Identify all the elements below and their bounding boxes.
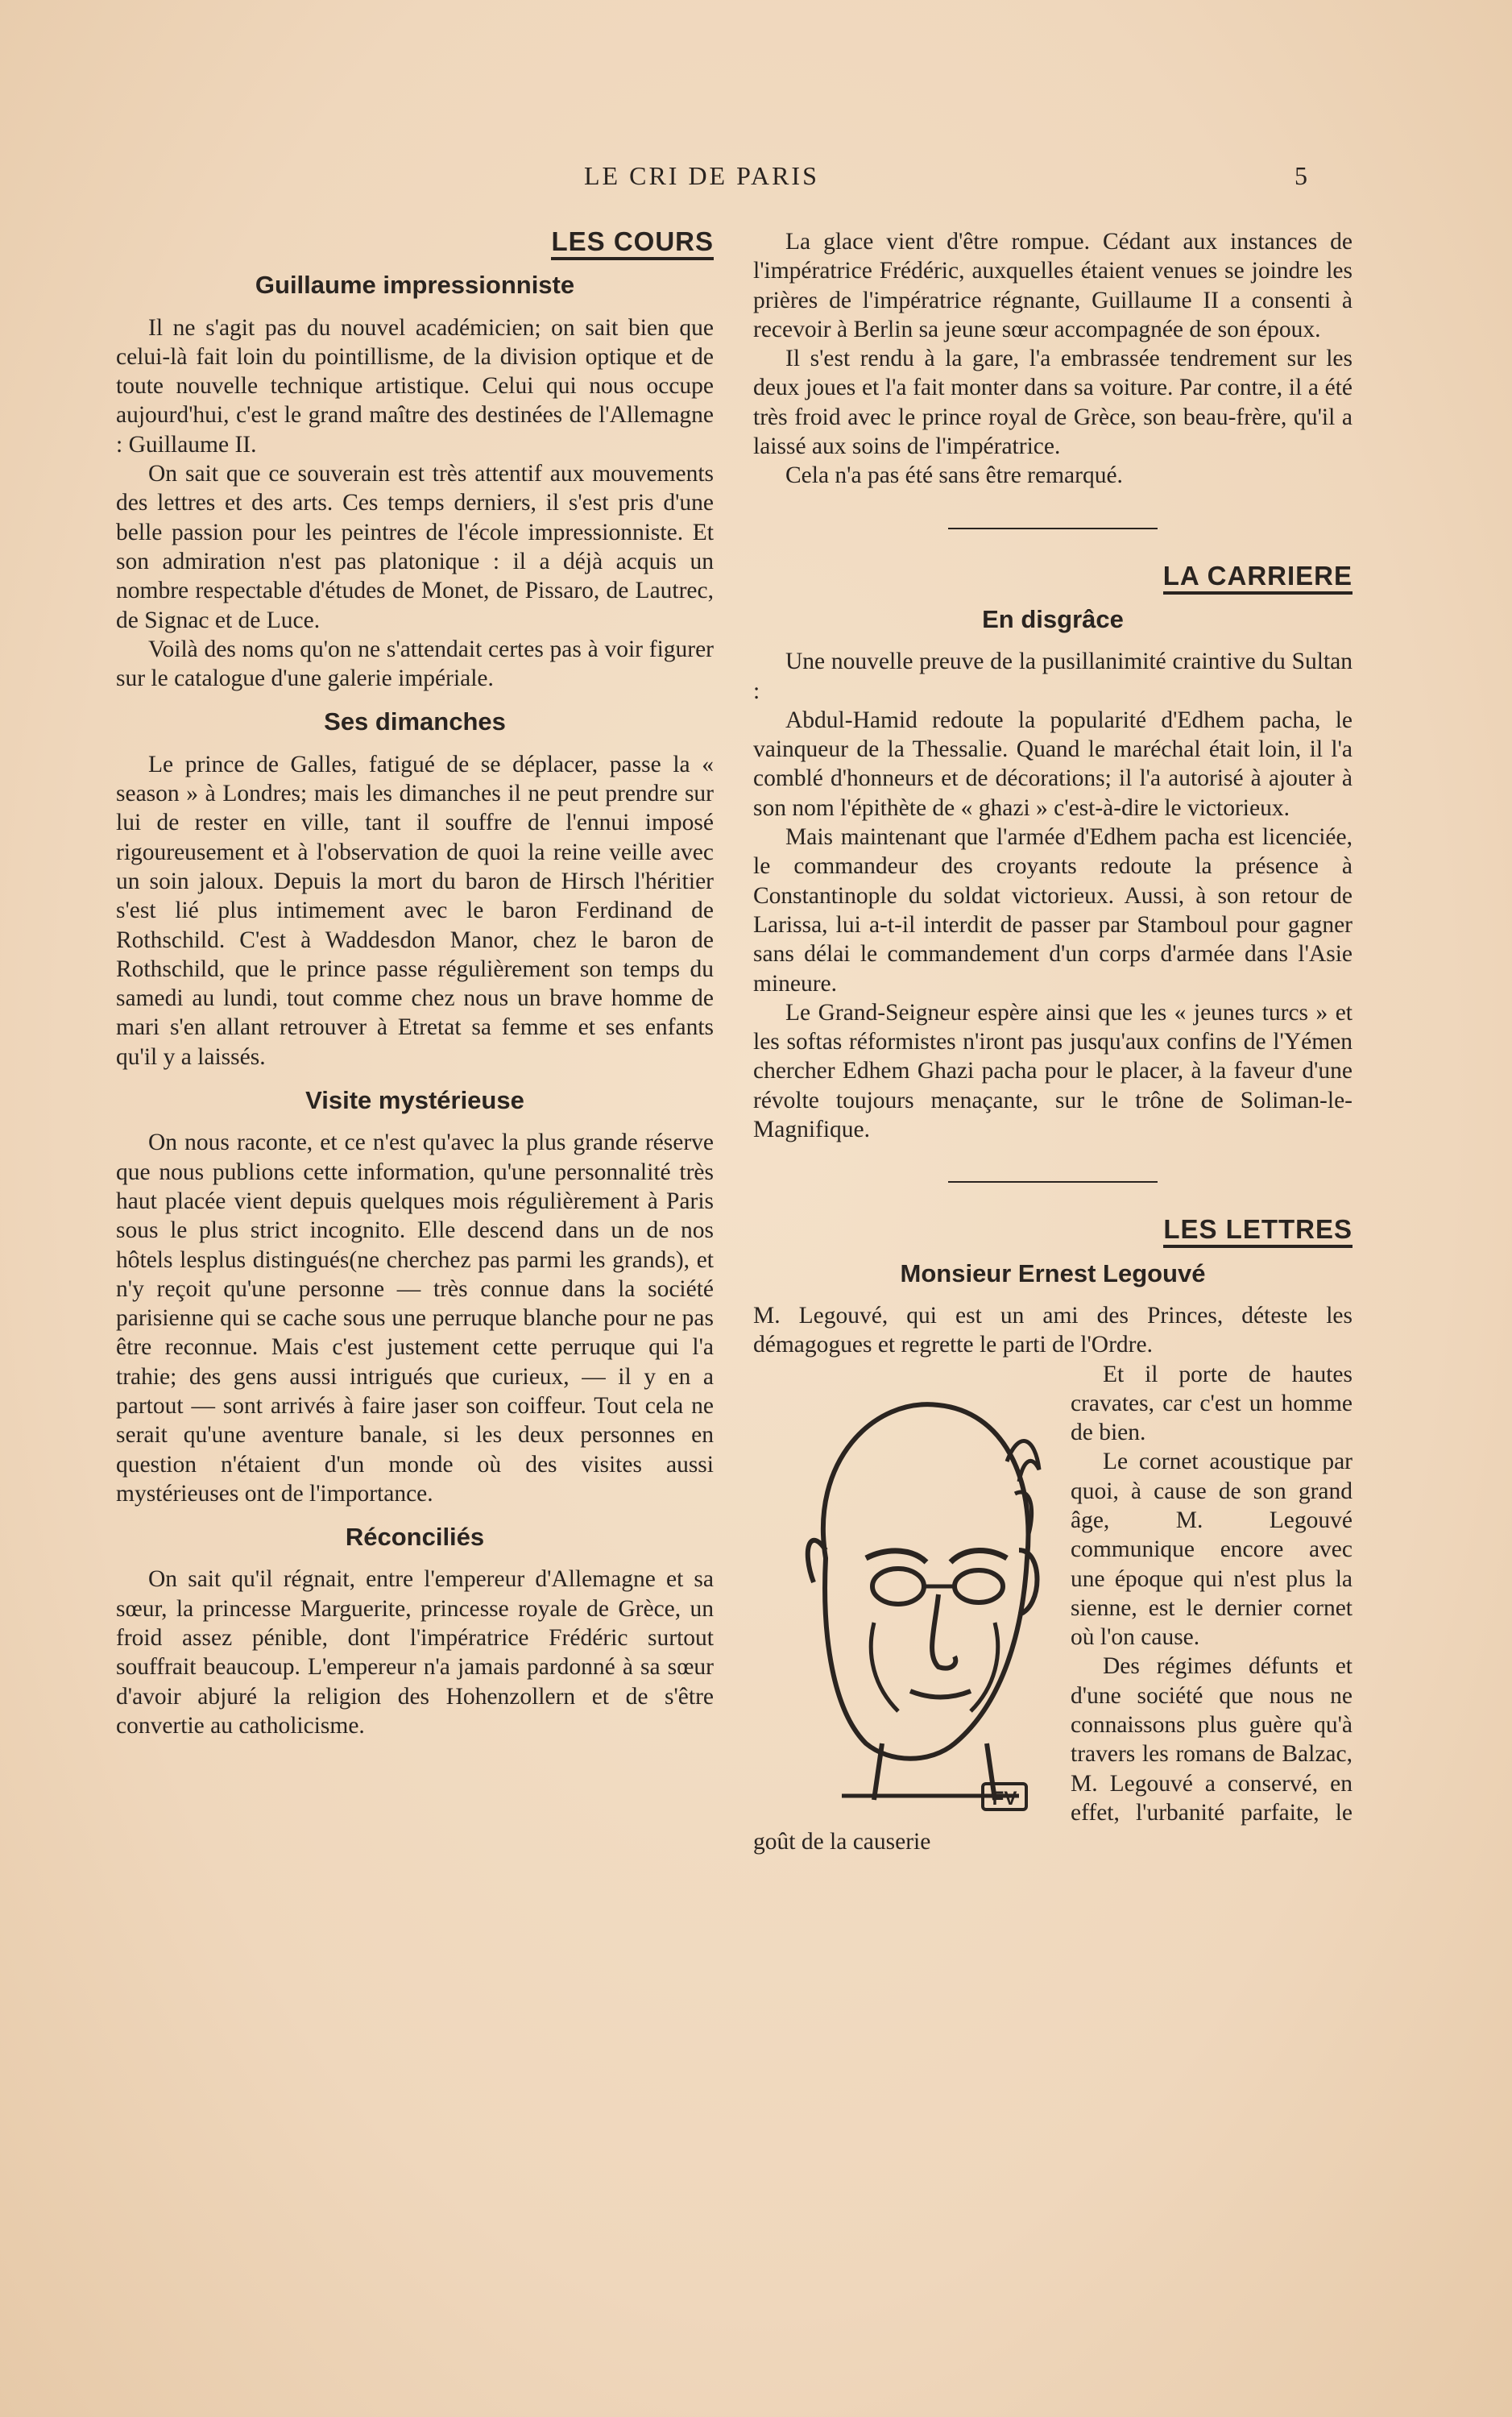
article-title: Ses dimanches <box>324 707 506 736</box>
article-paragraph: Mais maintenant que l'armée d'Edhem pacha est licenciée, le commandeur des croyants redoute la présence à Constantinople du soldat victorieux. Aussi, à son retour de Larissa, lui a-t-il interdit de passer par Stamboul pour gagner sans délai le commandement d'un corps d'armée dans l'Asie mineure. <box>753 824 1353 997</box>
article-paragraph: Abdul-Hamid redoute la popularité d'Edhem pacha, le vainqueur de la Thessalie. Quand le maréchal était loin, il l'a comblé d'honneurs et de décorations; il l'a autorisé à ajouter à son nom l'épithète de « ghazi » c'est-à-dire le victorieux. <box>753 707 1353 821</box>
article-paragraph: On sait que ce souverain est très attentif aux mouvements des lettres et des arts. Ces temps derniers, il s'est pris d'une belle passion pour les peintres de l'école impressionniste. Et son admiration n'est pas platonique : il a déjà acquis un nombre respectable d'études de Monet, de Pissaro, de Lautrec, de Signac et de Luce. <box>116 461 714 633</box>
article-paragraph: Cela n'a pas été sans être remarqué. <box>785 462 1123 489</box>
section-divider <box>948 1181 1158 1183</box>
article-paragraph: Le cornet acoustique par quoi, à cause de son grand âge, M. Legouvé communique encore avec une époque qui n'est plus la sienne, est le dernier cornet où l'on cause. <box>1071 1449 1353 1651</box>
page-header <box>0 161 1512 201</box>
article-paragraph: Voilà des noms qu'on ne s'attendait certes pas à voir figurer sur le catalogue d'une galerie impériale. <box>116 636 714 692</box>
section-heading-les-cours: LES COURS <box>116 227 714 256</box>
article-title: Visite mystérieuse <box>305 1086 524 1115</box>
portrait-illustration <box>777 1365 1051 1816</box>
article-title: En disgrâce <box>982 604 1124 633</box>
article-paragraph: Le Grand-Seigneur espère ainsi que les « jeunes turcs » et les softas réformistes n'iront pas jusqu'aux confins de l'Yémen chercher Edhem Ghazi pacha pour le placer, à la faveur d'une révolte toujours menaçante, sur le trône de Soliman-le-Magnifique. <box>753 999 1353 1143</box>
article-paragraph: Il ne s'agit pas du nouvel académicien; on sait bien que celui-là fait loin du pointillisme, de la division optique et de toute nouvelle technique artistique. Celui qui nous occupe aujourd'hui, c'est le grand maître des destinées de l'Allemagne : Guillaume II. <box>116 314 714 458</box>
article-paragraph: Des régimes défunts et d'une société que nous ne connaissons plus guère qu'à travers les romans de Balzac, M. Legouvé a conservé, en effet, l'urbanité parfaite, le goût de la causerie <box>753 1653 1353 1855</box>
article-paragraph: La glace vient d'être rompue. Cédant aux instances de l'impératrice Frédéric, auxquelles étaient venues se joindre les prières de l'impératrice régnante, Guillaume II a consenti à recevoir à Berlin sa jeune sœur accompagnée de son époux. <box>753 229 1353 342</box>
article-paragraph: Une nouvelle preuve de la pusillanimité craintive du Sultan : <box>753 649 1353 704</box>
article-paragraph: On nous raconte, et ce n'est qu'avec la plus grande réserve que nous publions cette information, qu'une personnalité très haut placée vient depuis quelques mois régulièrement à Paris sous le plus strict incognito. Elle descend dans un de nos hôtels lesplus distingués(ne cherchez pas parmi les grands), et n'y reçoit qu'une personne — très connue dans la société parisienne qui se cache sous une perruque blanche pour ne pas être reconnue. Mais c'est justement cette perruque qui l'a trahie; des gens aussi intrigués que curieux, — il y en a partout — sont arrivés à faire jaser son coiffeur. Tout cela ne serait qu'une aventure banale, si les deux personnes en question n'étaient d'un monde où des visites aussi mystérieuses ont de l'importance. <box>116 1130 714 1507</box>
article-paragraph: M. Legouvé, qui est un ami des Princes, déteste les démagogues et regrette le parti de l'Ordre. <box>753 1302 1353 1358</box>
left-column <box>116 227 714 1740</box>
section-heading-la-carriere: LA CARRIERE <box>753 562 1353 591</box>
section-divider <box>948 528 1158 529</box>
article-paragraph: On sait qu'il régnait, entre l'empereur d'Allemagne et sa sœur, la princesse Marguerite, princesse royale de Grèce, un froid assez pénible, dont l'impératrice Frédéric surtout souffrait beaucoup. L'empereur n'a jamais pardonné à sa sœur d'avoir abjuré la religion des Hohenzollern et de s'être convertie au catholicisme. <box>116 1566 714 1739</box>
article-paragraph: Et il porte de hautes cravates, car c'est un homme de bien. <box>1071 1361 1353 1446</box>
newspaper-title: LE CRI DE PARIS <box>584 161 819 190</box>
page-number: 5 <box>1295 161 1307 190</box>
legouve-portrait-drawing <box>777 1365 1051 1816</box>
article-paragraph: Le prince de Galles, fatigué de se déplacer, passe la « season » à Londres; mais les dimanches il ne peut prendre sur lui de rester en ville, tant il souffre de l'ennui imposé rigoureusement et à l'observation de quoi la reine veille avec un soin jaloux. Depuis la mort du baron de Hirsch l'héritier s'est lié plus intimement avec le baron Ferdinand de Rothschild. C'est à Waddesdon Manor, chez le baron de Rothschild, que le prince passe régulièrement son temps du samedi au lundi, tout comme chez nous un brave homme de mari s'en allant retrouver à Etretat sa femme et ses enfants qu'il y a laissés. <box>116 751 714 1070</box>
article-title: Guillaume impressionniste <box>255 271 575 300</box>
article-title: Réconciliés <box>345 1523 485 1552</box>
article-title: Monsieur Ernest Legouvé <box>900 1258 1206 1287</box>
portrait-signature: FV <box>992 1787 1017 1810</box>
right-column <box>753 227 1353 1857</box>
article-paragraph: Il s'est rendu à la gare, l'a embrassée tendrement sur les deux joues et l'a fait monter dans sa voiture. Par contre, il a été très froid avec le prince royal de Grèce, son beau-frère, qu'il a laissé aux soins de l'impératrice. <box>753 346 1353 460</box>
portrait-block <box>753 1360 1353 1857</box>
section-heading-les-lettres: LES LETTRES <box>753 1215 1353 1244</box>
